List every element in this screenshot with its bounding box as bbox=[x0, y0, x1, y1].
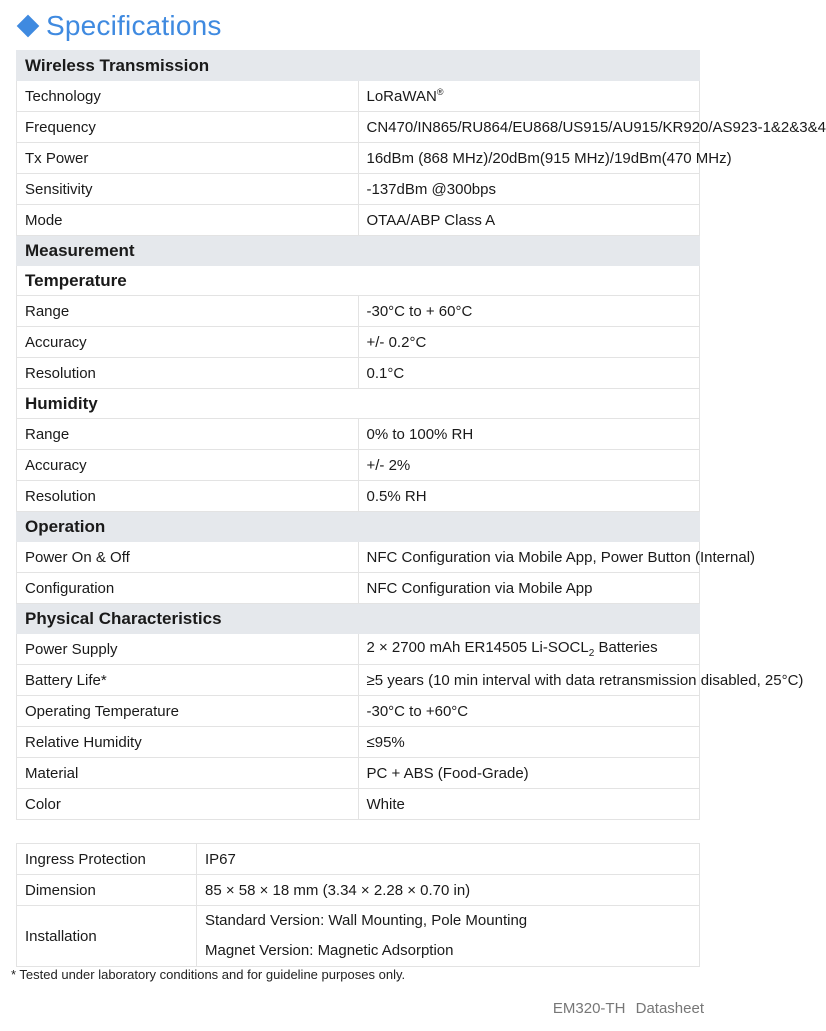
section-header-measurement bbox=[17, 236, 700, 266]
spec-label: Relative Humidity bbox=[17, 727, 359, 758]
table-row bbox=[17, 634, 700, 665]
table-row bbox=[17, 296, 700, 327]
table-row bbox=[17, 542, 700, 573]
spec-value: NFC Configuration via Mobile App bbox=[358, 573, 700, 604]
spec-value: LoRaWAN® bbox=[358, 81, 700, 112]
table-row bbox=[17, 789, 700, 820]
section-title: Measurement bbox=[17, 236, 700, 266]
spec-value: 16dBm (868 MHz)/20dBm(915 MHz)/19dBm(470 MHz) bbox=[358, 143, 700, 174]
spec-value: -137dBm @300bps bbox=[358, 174, 700, 205]
page-header bbox=[16, 6, 222, 46]
table-row bbox=[17, 758, 700, 789]
spec-value bbox=[197, 906, 700, 967]
spec-label: Power Supply bbox=[17, 634, 359, 665]
table-row bbox=[17, 205, 700, 236]
spec-label: Frequency bbox=[17, 112, 359, 143]
spec-label: Color bbox=[17, 789, 359, 820]
spec-label: Range bbox=[17, 419, 359, 450]
table-row bbox=[17, 174, 700, 205]
table-row bbox=[17, 573, 700, 604]
spec-value: NFC Configuration via Mobile App, Power Button (Internal) bbox=[358, 542, 700, 573]
table-row bbox=[17, 327, 700, 358]
spec-label: Mode bbox=[17, 205, 359, 236]
spec-label: Resolution bbox=[17, 481, 359, 512]
spec-value: 0.1°C bbox=[358, 358, 700, 389]
section-title: Wireless Transmission bbox=[17, 51, 700, 81]
spec-value: 0.5% RH bbox=[358, 481, 700, 512]
spec-table bbox=[16, 50, 826, 820]
section-title: Operation bbox=[17, 512, 700, 542]
spec-label: Battery Life* bbox=[17, 665, 359, 696]
table-row bbox=[17, 875, 700, 906]
subsection-title: Temperature bbox=[17, 266, 700, 296]
page-footer bbox=[547, 1000, 704, 1017]
table-row bbox=[17, 665, 700, 696]
section-header-operation bbox=[17, 512, 700, 542]
spec-label: Accuracy bbox=[17, 327, 359, 358]
table-row bbox=[17, 358, 700, 389]
spec-label: Ingress Protection bbox=[17, 844, 197, 875]
spec-value: +/- 0.2°C bbox=[358, 327, 700, 358]
table-row bbox=[17, 906, 700, 967]
spec-label: Range bbox=[17, 296, 359, 327]
spec-label: Configuration bbox=[17, 573, 359, 604]
section-header-wireless bbox=[17, 51, 700, 81]
table-row bbox=[17, 481, 700, 512]
table-row bbox=[17, 450, 700, 481]
table-row bbox=[17, 112, 700, 143]
table-row bbox=[17, 143, 700, 174]
spec-value: +/- 2% bbox=[358, 450, 700, 481]
spec-value: PC + ABS (Food-Grade) bbox=[358, 758, 700, 789]
footer-model: EM320-TH bbox=[552, 1000, 626, 1017]
spec-value: White bbox=[358, 789, 700, 820]
footer-doc-type: Datasheet bbox=[635, 1000, 704, 1017]
spec-value: 2 × 2700 mAh ER14505 $Li-SOCL_2$ Batteries bbox=[358, 634, 700, 665]
spec-label: Tx Power bbox=[17, 143, 359, 174]
subsection-header-temperature bbox=[17, 266, 700, 296]
spec-value: -30°C to +60°C bbox=[358, 696, 700, 727]
table-row bbox=[17, 81, 700, 112]
section-title: Physical Characteristics bbox=[17, 604, 700, 634]
spec-value: 85 × 58 × 18 mm (3.34 × 2.28 × 0.70 in) bbox=[197, 875, 700, 906]
page-title: Specifications bbox=[46, 10, 222, 41]
subsection-title: Humidity bbox=[17, 389, 700, 419]
table-row bbox=[17, 419, 700, 450]
spec-value: IP67 bbox=[197, 844, 700, 875]
table-row bbox=[17, 844, 700, 875]
spec-value: CN470/IN865/RU864/EU868/US915/AU915/KR920/AS923-1&2&3&4 bbox=[358, 112, 700, 143]
spec-value: ≤95% bbox=[358, 727, 700, 758]
spec-value: -30°C to + 60°C bbox=[358, 296, 700, 327]
table-row bbox=[17, 696, 700, 727]
spec-label: Installation bbox=[17, 906, 197, 967]
installation-line-2: Magnet Version: Magnetic Adsorption bbox=[205, 942, 454, 959]
spec-value: OTAA/ABP Class A bbox=[358, 205, 700, 236]
spec-label: Material bbox=[17, 758, 359, 789]
footnote: * Tested under laboratory conditions and for guideline purposes only. bbox=[11, 967, 406, 982]
diamond-icon bbox=[17, 15, 40, 38]
section-header-physical bbox=[17, 604, 700, 634]
spec-value: ≥5 years (10 min interval with data retransmission disabled, 25°C) bbox=[358, 665, 700, 696]
spec-label: Technology bbox=[17, 81, 359, 112]
spec-label: Accuracy bbox=[17, 450, 359, 481]
spec-label: Resolution bbox=[17, 358, 359, 389]
spec-label: Sensitivity bbox=[17, 174, 359, 205]
subsection-header-humidity bbox=[17, 389, 700, 419]
spec-label: Operating Temperature bbox=[17, 696, 359, 727]
installation-line-1: Standard Version: Wall Mounting, Pole Mounting bbox=[205, 912, 528, 929]
spec-label: Dimension bbox=[17, 875, 197, 906]
spec-label: Power On & Off bbox=[17, 542, 359, 573]
table-row bbox=[17, 727, 700, 758]
spec-value: 0% to 100% RH bbox=[358, 419, 700, 450]
spec-table-continued bbox=[16, 843, 700, 967]
